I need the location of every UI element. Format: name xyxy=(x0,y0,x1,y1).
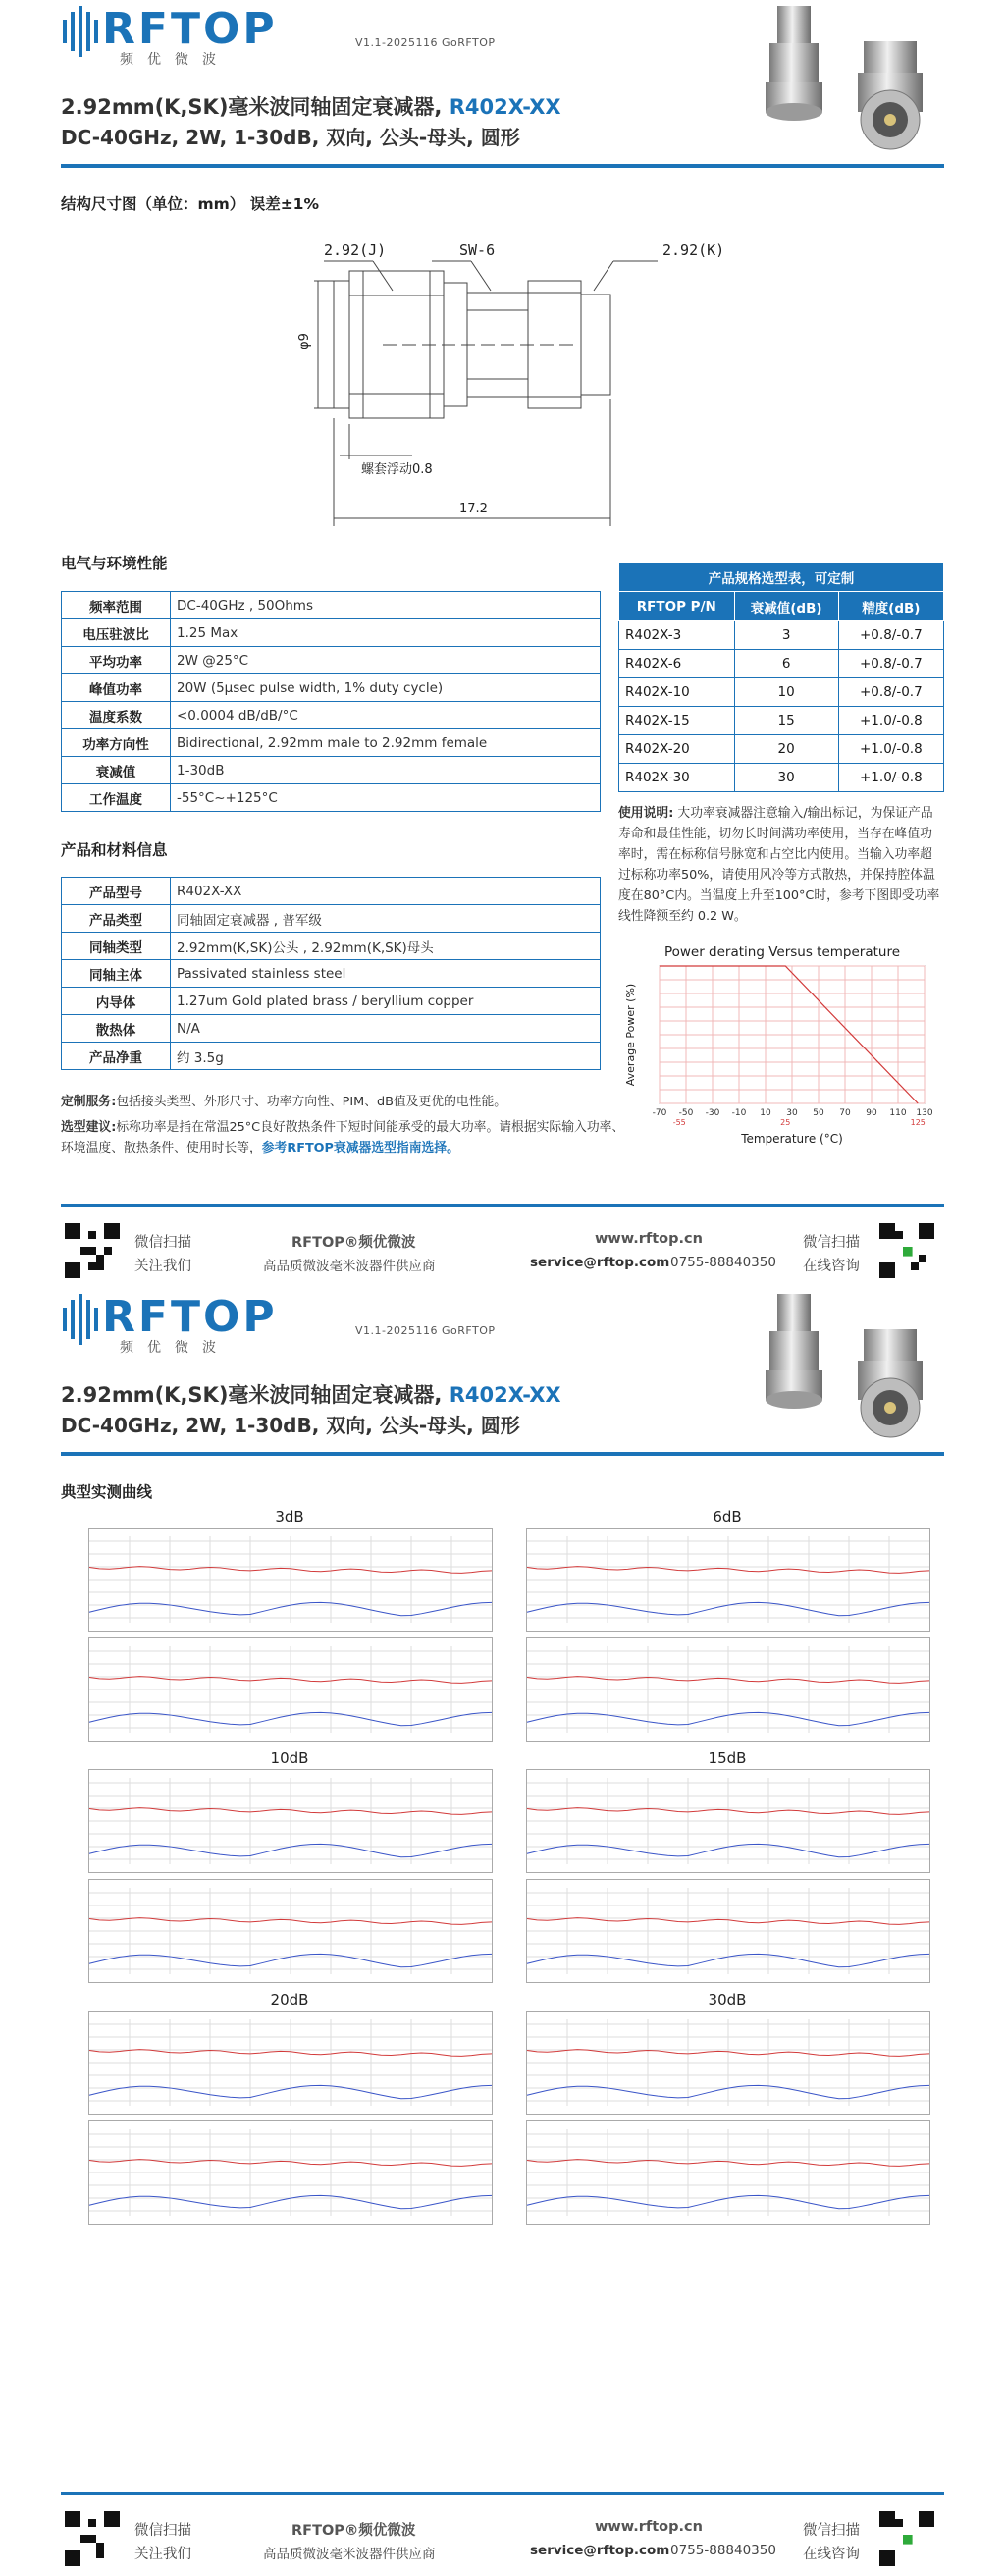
selection-att: 30 xyxy=(734,764,838,792)
selection-att: 3 xyxy=(734,621,838,650)
logo-mark-icon xyxy=(61,1294,104,1345)
curve-label: 6dB xyxy=(713,1508,742,1526)
derating-plot xyxy=(620,944,944,1146)
product-photo xyxy=(752,4,948,151)
electrical-heading: 电气与环境性能 xyxy=(61,555,168,572)
table-row xyxy=(62,757,601,784)
table-row xyxy=(619,678,944,707)
title-part: R402X-XX xyxy=(449,1383,561,1407)
footer-phone[interactable]: 0755-88840350 xyxy=(670,2543,776,2558)
custom-label: 定制服务: xyxy=(61,1095,117,1109)
footer-site[interactable]: www.rftop.cn xyxy=(595,2519,703,2535)
table-row xyxy=(62,702,601,729)
vna-plot xyxy=(88,2011,493,2115)
selection-acc: +0.8/-0.7 xyxy=(838,678,943,707)
curve-label: 10dB xyxy=(270,1749,309,1767)
table-row xyxy=(62,729,601,757)
vna-plot xyxy=(526,1879,930,1983)
spec-value: -55°C~+125°C xyxy=(171,784,601,812)
curve-label: 15dB xyxy=(708,1749,747,1767)
spec-key: 产品净重 xyxy=(62,1043,171,1070)
spec-key: 衰减值 xyxy=(62,757,171,784)
header-divider xyxy=(61,164,944,168)
logo-text: RFTOP xyxy=(102,4,278,54)
drawing-heading: 结构尺寸图（单位：mm） 误差±1% xyxy=(61,195,320,213)
selection-pn: R402X-15 xyxy=(619,707,735,735)
spec-key: 产品型号 xyxy=(62,878,171,905)
derating-chart xyxy=(620,944,944,1146)
spec-value: R402X-XX xyxy=(171,878,601,905)
curve-label: 20dB xyxy=(270,1991,309,2009)
spec-value: 同轴固定衰减器 , 普军级 xyxy=(171,905,601,933)
footer-wechat-3: 微信扫描 xyxy=(803,1235,860,1251)
spec-key: 峰值功率 xyxy=(62,674,171,702)
spec-key: 温度系数 xyxy=(62,702,171,729)
vna-plot xyxy=(526,2120,930,2225)
selection-title: 产品规格选型表，可定制 xyxy=(619,563,944,592)
chart-title: Power derating Versus temperature xyxy=(663,944,901,960)
spec-key: 功率方向性 xyxy=(62,729,171,757)
spec-value: DC-40GHz , 50Ohms xyxy=(171,592,601,619)
x-tick-label: 70 xyxy=(839,1108,851,1118)
product-subtitle: DC-40GHz, 2W, 1-30dB, 双向, 公头-母头, 圆形 xyxy=(61,1414,520,1437)
vna-plot xyxy=(526,1637,930,1742)
footer-wechat-4: 在线咨询 xyxy=(803,2547,860,2562)
table-row xyxy=(62,784,601,812)
selection-att: 20 xyxy=(734,735,838,764)
x-tick-label: 110 xyxy=(889,1108,907,1118)
footer-email[interactable]: service@rftop.com xyxy=(530,1255,670,1270)
electrical-table xyxy=(61,591,601,812)
selection-pn: R402X-10 xyxy=(619,678,735,707)
table-row xyxy=(619,650,944,678)
spec-value: 20W (5μsec pulse width, 1% duty cycle) xyxy=(171,674,601,702)
label-right: 2.92(K) xyxy=(662,242,725,259)
qr-code-service-icon[interactable] xyxy=(879,1223,934,1278)
version-label: V1.1-2025116 GoRFTOP xyxy=(355,36,496,49)
curve-label: 3dB xyxy=(275,1508,304,1526)
material-table xyxy=(61,877,601,1070)
spec-value: 1-30dB xyxy=(171,757,601,784)
header-divider xyxy=(61,1452,944,1456)
footer-brand: RFTOP®频优微波 xyxy=(291,2523,416,2539)
custom-text: 包括接头类型、外形尺寸、功率方向性、PIM、dB值及更优的电性能。 xyxy=(116,1095,507,1109)
logo-text: RFTOP xyxy=(102,1292,278,1342)
page-2 xyxy=(0,1288,1005,2576)
advice-text: 标称功率是指在常温25°C良好散热条件下短时间能承受的最大功率。请根据实际输入功率、环境温度、散热条件、使用时长等， xyxy=(61,1120,625,1155)
selection-pn: R402X-6 xyxy=(619,650,735,678)
custom-service xyxy=(61,1092,610,1112)
selection-att: 10 xyxy=(734,678,838,707)
table-row xyxy=(619,707,944,735)
material-heading: 产品和材料信息 xyxy=(61,841,168,859)
selection-table xyxy=(618,562,944,792)
qr-code-icon[interactable] xyxy=(65,2511,120,2566)
product-photo xyxy=(752,1292,948,1439)
label-float: 螺套浮动0.8 xyxy=(361,462,433,477)
selection-header-pn: RFTOP P/N xyxy=(619,592,735,621)
x-tick-label: -50 xyxy=(678,1108,694,1118)
spec-value: N/A xyxy=(171,1015,601,1043)
footer-brand: RFTOP®频优微波 xyxy=(291,1235,416,1251)
spec-key: 工作温度 xyxy=(62,784,171,812)
usage-note xyxy=(618,803,944,927)
product-subtitle: DC-40GHz, 2W, 1-30dB, 双向, 公头-母头, 圆形 xyxy=(61,126,520,149)
selection-pn: R402X-30 xyxy=(619,764,735,792)
selection-header-att: 衰减值(dB) xyxy=(734,592,838,621)
table-row xyxy=(62,674,601,702)
title-prefix: 2.92mm(K,SK)毫米波同轴固定衰减器, xyxy=(61,1383,450,1407)
qr-code-service-icon[interactable] xyxy=(879,2511,934,2566)
vna-plot xyxy=(526,1528,930,1632)
x-axis-label: Temperature (°C) xyxy=(741,1132,843,1146)
marker-label: -55 xyxy=(672,1118,686,1127)
x-tick-label: 10 xyxy=(760,1108,771,1118)
vna-plot xyxy=(88,2120,493,2225)
table-row xyxy=(62,933,601,960)
footer-wechat-1: 微信扫描 xyxy=(134,2523,191,2539)
selection-att: 6 xyxy=(734,650,838,678)
table-row xyxy=(62,960,601,988)
spec-key: 同轴主体 xyxy=(62,960,171,988)
spec-key: 同轴类型 xyxy=(62,933,171,960)
x-tick-label: -10 xyxy=(731,1108,747,1118)
spec-value: 1.25 Max xyxy=(171,619,601,647)
vna-plot xyxy=(88,1879,493,1983)
x-tick-label: -30 xyxy=(705,1108,720,1118)
label-length: 17.2 xyxy=(459,502,488,516)
x-tick-label: -70 xyxy=(652,1108,667,1118)
table-row xyxy=(62,905,601,933)
spec-key: 频率范围 xyxy=(62,592,171,619)
footer-wechat-2: 关注我们 xyxy=(134,1259,191,1274)
selection-acc: +1.0/-0.8 xyxy=(838,764,943,792)
vna-plot xyxy=(88,1769,493,1873)
spec-value: Passivated stainless steel xyxy=(171,960,601,988)
spec-value: 2.92mm(K,SK)公头 , 2.92mm(K,SK)母头 xyxy=(171,933,601,960)
footer-email[interactable]: service@rftop.com xyxy=(530,2543,670,2558)
spec-key: 散热体 xyxy=(62,1015,171,1043)
x-tick-label: 50 xyxy=(813,1108,824,1118)
x-tick-label: 90 xyxy=(866,1108,877,1118)
footer-wechat-1: 微信扫描 xyxy=(134,1235,191,1251)
marker-label: 25 xyxy=(780,1118,791,1127)
footer-wechat-3: 微信扫描 xyxy=(803,2523,860,2539)
table-row xyxy=(619,621,944,650)
product-title xyxy=(61,94,561,121)
label-diameter: φ9 xyxy=(297,333,312,349)
selection-acc: +1.0/-0.8 xyxy=(838,735,943,764)
spec-key: 内导体 xyxy=(62,988,171,1015)
footer-wechat-2: 关注我们 xyxy=(134,2547,191,2562)
x-tick-label: 130 xyxy=(916,1108,933,1118)
spec-value: 2W @25°C xyxy=(171,647,601,674)
table-row xyxy=(619,764,944,792)
table-row xyxy=(62,1043,601,1070)
y-axis-label: Average Power (%) xyxy=(624,983,637,1087)
table-row xyxy=(62,619,601,647)
vna-plot xyxy=(526,2011,930,2115)
selection-acc: +0.8/-0.7 xyxy=(838,621,943,650)
table-row xyxy=(62,1015,601,1043)
title-prefix: 2.92mm(K,SK)毫米波同轴固定衰减器, xyxy=(61,95,450,119)
x-tick-label: 30 xyxy=(786,1108,798,1118)
label-mid: SW-6 xyxy=(459,242,496,259)
selection-acc: +0.8/-0.7 xyxy=(838,650,943,678)
logo-subtitle: 频优微波 xyxy=(120,52,230,68)
selection-pn: R402X-3 xyxy=(619,621,735,650)
selection-pn: R402X-20 xyxy=(619,735,735,764)
selection-acc: +1.0/-0.8 xyxy=(838,707,943,735)
vna-plot xyxy=(526,1769,930,1873)
usage-text: 大功率衰减器注意输入/输出标记，为保证产品寿命和最佳性能，切勿长时间满功率使用，当存在峰值功率时，需在标称信号脉宽和占空比内使用。当输入功率超过标称功率50%，请使用风冷等方式散热，并保持腔体温度在80°C内。当温度上升至100°C时，参考下图即受功率线性降额至约 0.2 W。 xyxy=(618,806,940,924)
selection-att: 15 xyxy=(734,707,838,735)
curve-label: 30dB xyxy=(708,1991,747,2009)
spec-key: 产品类型 xyxy=(62,905,171,933)
selection-advice xyxy=(61,1117,630,1158)
footer-divider xyxy=(61,1204,944,1208)
product-title xyxy=(61,1382,561,1409)
table-row xyxy=(619,735,944,764)
advice-label: 选型建议: xyxy=(61,1120,117,1135)
version-label: V1.1-2025116 GoRFTOP xyxy=(355,1324,496,1337)
spec-key: 电压驻波比 xyxy=(62,619,171,647)
table-row xyxy=(62,878,601,905)
selection-header-acc: 精度(dB) xyxy=(838,592,943,621)
footer-slogan: 高品质微波毫米波器件供应商 xyxy=(263,2547,436,2562)
usage-label: 使用说明: xyxy=(618,806,674,821)
footer-phone[interactable]: 0755-88840350 xyxy=(670,1255,776,1270)
logo-mark-icon xyxy=(61,6,104,57)
vna-plot xyxy=(88,1528,493,1632)
label-left: 2.92(J) xyxy=(324,242,387,259)
footer-wechat-4: 在线咨询 xyxy=(803,1259,860,1274)
logo-subtitle: 频优微波 xyxy=(120,1340,230,1356)
spec-value: Bidirectional, 2.92mm male to 2.92mm female xyxy=(171,729,601,757)
footer-divider xyxy=(61,2492,944,2496)
spec-value: 约 3.5g xyxy=(171,1043,601,1070)
spec-value: 1.27um Gold plated brass / beryllium copper xyxy=(171,988,601,1015)
curves-heading: 典型实测曲线 xyxy=(61,1483,153,1501)
selection-guide-link[interactable]: 参考RFTOP衰减器选型指南选择。 xyxy=(261,1141,459,1155)
table-row xyxy=(62,988,601,1015)
vna-plot xyxy=(88,1637,493,1742)
table-row xyxy=(62,647,601,674)
spec-value: <0.0004 dB/dB/°C xyxy=(171,702,601,729)
marker-label: 125 xyxy=(910,1118,926,1127)
qr-code-icon[interactable] xyxy=(65,1223,120,1278)
footer-site[interactable]: www.rftop.cn xyxy=(595,1231,703,1247)
footer-slogan: 高品质微波毫米波器件供应商 xyxy=(263,1259,436,1274)
title-part: R402X-XX xyxy=(449,95,561,119)
dimension-drawing xyxy=(285,232,726,526)
spec-key: 平均功率 xyxy=(62,647,171,674)
table-row xyxy=(62,592,601,619)
